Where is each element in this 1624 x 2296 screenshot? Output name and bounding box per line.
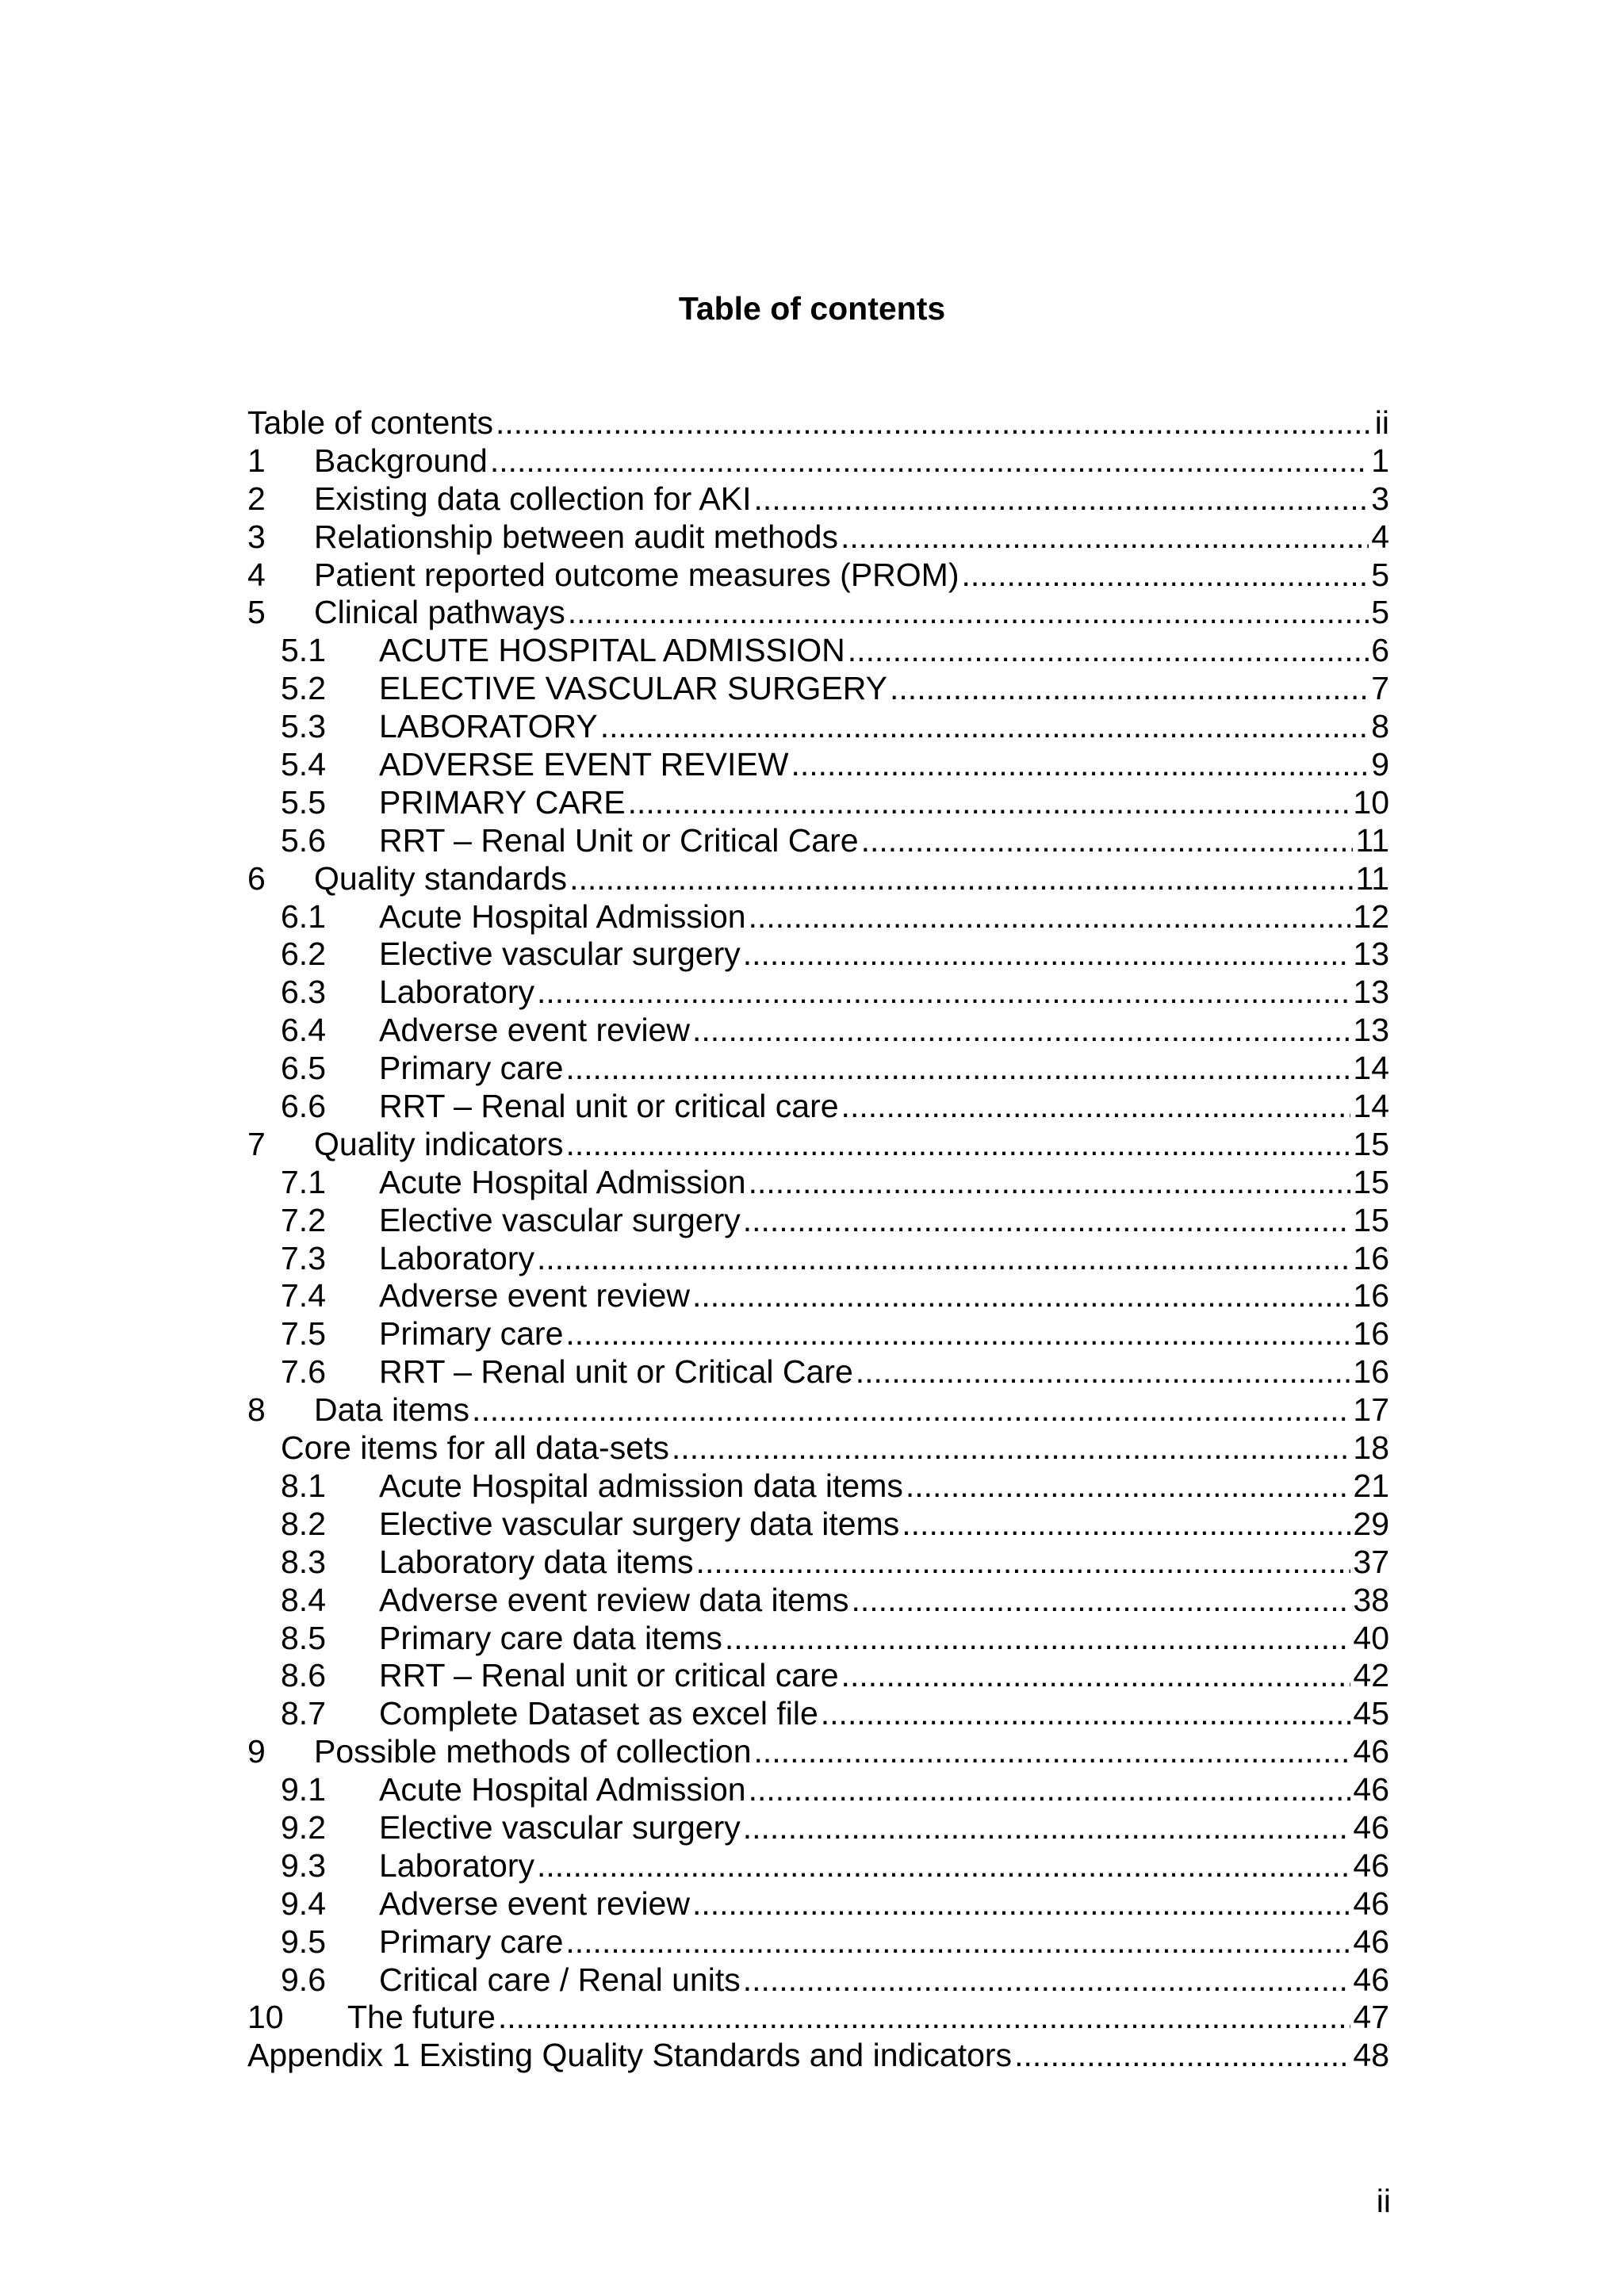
toc-entry-page: 29 <box>1353 1505 1389 1542</box>
toc-entry[interactable] <box>247 632 1389 670</box>
toc-entry-page: 45 <box>1353 1695 1389 1732</box>
toc-entry-number: 6.3 <box>281 974 326 1011</box>
toc-entry[interactable] <box>247 1733 1389 1771</box>
toc-entry[interactable] <box>247 936 1389 974</box>
toc-entry[interactable] <box>247 1695 1389 1733</box>
toc-entry-number: 8.1 <box>281 1467 326 1504</box>
toc-dot-leader <box>692 1885 1350 1923</box>
toc-entry[interactable] <box>247 898 1389 936</box>
toc-entry-page: 18 <box>1353 1429 1389 1467</box>
toc-entry-title: Laboratory <box>379 1239 535 1276</box>
toc-entry-title: Quality standards <box>314 859 568 897</box>
toc-entry-number: 5 <box>247 594 266 631</box>
toc-entry-title: Possible methods of collection <box>314 1733 752 1770</box>
toc-entry-number: 7.5 <box>281 1315 326 1353</box>
toc-entry-number: 5.2 <box>281 670 326 707</box>
toc-dot-leader <box>537 974 1350 1012</box>
toc-entry-number: 5.5 <box>281 783 326 821</box>
toc-entry[interactable] <box>247 822 1389 860</box>
toc-entry-number: 8.6 <box>281 1657 326 1694</box>
toc-dot-leader <box>498 1999 1351 2037</box>
toc-entry-title: Complete Dataset as excel file <box>379 1695 818 1732</box>
toc-entry[interactable] <box>247 1429 1389 1468</box>
toc-entry-page: 4 <box>1371 518 1389 555</box>
toc-entry-page: ii <box>1374 404 1389 441</box>
toc-entry-title: Laboratory <box>379 1846 535 1884</box>
toc-dot-leader <box>852 1582 1351 1620</box>
toc-entry-title: Background <box>314 442 488 479</box>
toc-entry-number: 9 <box>247 1733 266 1770</box>
toc-entry[interactable] <box>247 1468 1389 1506</box>
toc-entry-number: 9.2 <box>281 1808 326 1846</box>
toc-entry-page: 1 <box>1371 442 1389 479</box>
toc-entry-number: 4 <box>247 556 266 593</box>
toc-dot-leader <box>692 1277 1350 1315</box>
toc-entry[interactable] <box>247 594 1389 632</box>
toc-entry-title: Laboratory data items <box>379 1543 694 1580</box>
toc-entry-title: RRT – Renal unit or critical care <box>379 1657 839 1694</box>
toc-entry-number: 8.5 <box>281 1619 326 1656</box>
toc-entry[interactable] <box>247 784 1389 822</box>
toc-entry-title: RRT – Renal unit or critical care <box>379 1088 839 1125</box>
toc-dot-leader <box>821 1695 1351 1733</box>
toc-entry-number: 9.6 <box>281 1961 326 1998</box>
toc-entry-title: Table of contents <box>247 404 493 441</box>
toc-dot-leader <box>749 898 1351 936</box>
toc-entry-number: 9.4 <box>281 1885 326 1922</box>
toc-entry-number: 7.3 <box>281 1239 326 1276</box>
toc-entry-number: 5.6 <box>281 821 326 859</box>
toc-entry-page: 46 <box>1353 1771 1389 1808</box>
toc-entry-number: 9.1 <box>281 1771 326 1808</box>
toc-dot-leader <box>754 1733 1351 1771</box>
toc-entry-page: 40 <box>1353 1619 1389 1656</box>
toc-entry-title: Elective vascular surgery data items <box>379 1505 900 1542</box>
toc-dot-leader <box>537 1847 1350 1885</box>
toc-entry-title: Elective vascular surgery <box>379 1808 741 1846</box>
toc-entry-page: 13 <box>1353 1012 1389 1049</box>
toc-entry-number: 10 <box>247 1999 284 2036</box>
toc-entry-title: ADVERSE EVENT REVIEW <box>379 746 789 783</box>
toc-entry[interactable] <box>247 1088 1389 1126</box>
toc-entry-title: Primary care <box>379 1315 564 1353</box>
toc-dot-leader <box>743 1202 1351 1240</box>
toc-entry-number: 2 <box>247 480 266 517</box>
toc-dot-leader <box>472 1391 1350 1429</box>
toc-entry-title: Laboratory <box>379 974 535 1011</box>
toc-entry-title: Primary care <box>379 1923 564 1960</box>
toc-entry-page: 13 <box>1353 974 1389 1011</box>
toc-entry[interactable] <box>247 746 1389 784</box>
toc-entry-title: PRIMARY CARE <box>379 783 626 821</box>
toc-entry[interactable] <box>247 1961 1389 1999</box>
toc-entry[interactable] <box>247 670 1389 708</box>
toc-entry[interactable] <box>247 860 1389 898</box>
toc-entry-number: 8 <box>247 1391 266 1429</box>
toc-dot-leader <box>1014 2037 1350 2075</box>
toc-entry-page: 16 <box>1353 1277 1389 1314</box>
toc-entry-number: 7.4 <box>281 1277 326 1314</box>
toc-entry[interactable] <box>247 1923 1389 1961</box>
toc-entry-number: 6.5 <box>281 1050 326 1087</box>
toc-dot-leader <box>743 1809 1351 1847</box>
toc-entry-page: 11 <box>1355 859 1389 897</box>
toc-entry-number: 1 <box>247 442 266 479</box>
toc-entry[interactable] <box>247 1506 1389 1544</box>
toc-entry-number: 5.3 <box>281 708 326 745</box>
toc-entry-page: 13 <box>1353 936 1389 973</box>
toc-entry-title: Critical care / Renal units <box>379 1961 741 1998</box>
toc-entry-number: 6.1 <box>281 897 326 935</box>
toc-entry-page: 46 <box>1353 1846 1389 1884</box>
toc-entry[interactable] <box>247 1885 1389 1923</box>
toc-dot-leader <box>749 1164 1351 1202</box>
toc-entry-title: Elective vascular surgery <box>379 1201 741 1238</box>
toc-entry[interactable] <box>247 1999 1389 2037</box>
toc-dot-leader <box>890 670 1369 708</box>
toc-entry-page: 48 <box>1353 2037 1389 2074</box>
toc-entry-title: Clinical pathways <box>314 594 565 631</box>
toc-entry[interactable] <box>247 1164 1389 1202</box>
toc-entry[interactable] <box>247 1847 1389 1885</box>
toc-entry[interactable] <box>247 1126 1389 1164</box>
toc-entry-number: 6.2 <box>281 936 326 973</box>
toc-dot-leader <box>568 594 1369 632</box>
toc-entry-title: Acute Hospital Admission <box>379 1163 746 1200</box>
toc-entry-number: 7.6 <box>281 1353 326 1391</box>
toc-dot-leader <box>902 1506 1350 1544</box>
toc-entry-number: 5.1 <box>281 632 326 669</box>
toc-dot-leader <box>861 822 1354 860</box>
toc-entry-page: 46 <box>1353 1961 1389 1998</box>
toc-dot-leader <box>537 1240 1350 1278</box>
toc-entry-title: Adverse event review <box>379 1012 690 1049</box>
toc-entry-page: 15 <box>1353 1125 1389 1162</box>
toc-entry[interactable] <box>247 1277 1389 1315</box>
toc-dot-leader <box>496 404 1373 442</box>
toc-entry-page: 12 <box>1353 897 1389 935</box>
toc-entry-number: 9.3 <box>281 1846 326 1884</box>
toc-entry-title: RRT – Renal unit or Critical Care <box>379 1353 853 1391</box>
toc-entry-title: ELECTIVE VASCULAR SURGERY <box>379 670 888 707</box>
toc-dot-leader <box>841 1088 1351 1126</box>
toc-entry-number: 6.4 <box>281 1012 326 1049</box>
toc-dot-leader <box>906 1468 1351 1506</box>
toc-entry[interactable] <box>247 1771 1389 1809</box>
toc-entry-number: 5.4 <box>281 746 326 783</box>
toc-entry-title: LABORATORY <box>379 708 598 745</box>
toc-dot-leader <box>754 480 1369 519</box>
toc-dot-leader <box>696 1544 1351 1582</box>
toc-entry-number: 8.4 <box>281 1581 326 1618</box>
toc-entry-page: 15 <box>1353 1163 1389 1200</box>
toc-entry[interactable] <box>247 1240 1389 1278</box>
toc-entry-page: 46 <box>1353 1808 1389 1846</box>
toc-dot-leader <box>565 1315 1350 1353</box>
toc-entry[interactable] <box>247 708 1389 746</box>
toc-entry-title: Elective vascular surgery <box>379 936 741 973</box>
toc-entry[interactable] <box>247 2037 1389 2075</box>
toc-entry[interactable] <box>247 1353 1389 1391</box>
toc-entry-number: 9.5 <box>281 1923 326 1960</box>
toc-entry[interactable] <box>247 557 1389 595</box>
toc-entry-page: 3 <box>1371 480 1389 517</box>
footer-page-number: ii <box>1376 2183 1391 2219</box>
toc-entry[interactable] <box>247 974 1389 1012</box>
toc-entry-page: 17 <box>1353 1391 1389 1429</box>
toc-entry-page: 8 <box>1371 708 1389 745</box>
toc-entry-page: 15 <box>1353 1201 1389 1238</box>
toc-entry[interactable] <box>247 480 1389 519</box>
toc-entry-page: 10 <box>1353 783 1389 821</box>
toc-entry-title: Data items <box>314 1391 469 1429</box>
toc-entry[interactable] <box>247 1544 1389 1582</box>
toc-entry-page: 14 <box>1353 1050 1389 1087</box>
toc-dot-leader <box>749 1771 1351 1809</box>
toc-entry-number: 8.3 <box>281 1543 326 1580</box>
toc-entry-title: Adverse event review data items <box>379 1581 849 1618</box>
toc-entry-number: 3 <box>247 518 266 555</box>
toc-entry-page: 6 <box>1371 632 1389 669</box>
toc-dot-leader <box>672 1429 1350 1468</box>
toc-entry-title: Acute Hospital Admission <box>379 1771 746 1808</box>
toc-dot-leader <box>841 1657 1351 1695</box>
toc-entry-page: 16 <box>1353 1239 1389 1276</box>
toc-dot-leader <box>791 746 1369 784</box>
toc-entry-number: 7 <box>247 1125 266 1162</box>
toc-entry-page: 16 <box>1353 1353 1389 1391</box>
toc-dot-leader <box>692 1012 1350 1050</box>
page-title: Table of contents <box>678 290 946 327</box>
toc-dot-leader <box>490 442 1369 480</box>
toc-entry[interactable] <box>247 1315 1389 1353</box>
toc-dot-leader <box>565 1923 1350 1961</box>
toc-entry-page: 47 <box>1353 1999 1389 2036</box>
toc-entry[interactable] <box>247 1050 1389 1088</box>
toc-entry-page: 5 <box>1371 556 1389 593</box>
table-of-contents <box>247 404 1389 2075</box>
toc-entry-title: Primary care data items <box>379 1619 722 1656</box>
toc-dot-leader <box>725 1620 1350 1658</box>
toc-entry-page: 46 <box>1353 1733 1389 1770</box>
toc-entry-title: Adverse event review <box>379 1885 690 1922</box>
toc-dot-leader <box>848 632 1369 670</box>
toc-entry[interactable] <box>247 1391 1389 1429</box>
toc-dot-leader <box>743 936 1351 974</box>
toc-dot-leader <box>962 557 1369 595</box>
toc-entry[interactable] <box>247 442 1389 480</box>
toc-entry-page: 46 <box>1353 1885 1389 1922</box>
toc-entry-title: Adverse event review <box>379 1277 690 1314</box>
toc-entry-page: 37 <box>1353 1543 1389 1580</box>
toc-dot-leader <box>628 784 1351 822</box>
toc-entry[interactable] <box>247 404 1389 442</box>
toc-entry[interactable] <box>247 1582 1389 1620</box>
toc-entry-number: 8.7 <box>281 1695 326 1732</box>
toc-entry-number: 6.6 <box>281 1088 326 1125</box>
toc-entry[interactable] <box>247 519 1389 557</box>
toc-entry-title: ACUTE HOSPITAL ADMISSION <box>379 632 845 669</box>
toc-entry-title: Acute Hospital Admission <box>379 897 746 935</box>
toc-dot-leader <box>565 1050 1350 1088</box>
toc-dot-leader <box>743 1961 1351 1999</box>
toc-entry-title: Patient reported outcome measures (PROM) <box>314 556 959 593</box>
toc-entry-title: Appendix 1 Existing Quality Standards and indicators <box>247 2037 1013 2074</box>
toc-dot-leader <box>565 1126 1350 1164</box>
toc-dot-leader <box>569 860 1353 898</box>
toc-entry-number: 7.1 <box>281 1163 326 1200</box>
toc-entry[interactable] <box>247 1620 1389 1658</box>
toc-entry-number: 8.2 <box>281 1505 326 1542</box>
toc-dot-leader <box>841 519 1369 557</box>
toc-dot-leader <box>600 708 1369 746</box>
toc-entry-title: Core items for all data-sets <box>281 1429 669 1467</box>
toc-dot-leader <box>856 1353 1351 1391</box>
toc-entry[interactable] <box>247 1012 1389 1050</box>
toc-entry-title: RRT – Renal Unit or Critical Care <box>379 821 859 859</box>
toc-entry[interactable] <box>247 1657 1389 1695</box>
toc-entry-page: 21 <box>1353 1467 1389 1504</box>
toc-entry-title: Relationship between audit methods <box>314 518 838 555</box>
toc-entry-page: 46 <box>1353 1923 1389 1960</box>
toc-entry-number: 6 <box>247 859 266 897</box>
toc-entry[interactable] <box>247 1202 1389 1240</box>
toc-entry-page: 9 <box>1371 746 1389 783</box>
toc-entry-page: 14 <box>1353 1088 1389 1125</box>
toc-entry-page: 5 <box>1371 594 1389 631</box>
toc-entry-title: Primary care <box>379 1050 564 1087</box>
toc-entry-page: 16 <box>1353 1315 1389 1353</box>
toc-entry-number: 7.2 <box>281 1201 326 1238</box>
toc-entry-page: 42 <box>1353 1657 1389 1694</box>
toc-entry-title: Quality indicators <box>314 1125 564 1162</box>
toc-entry-title: Existing data collection for AKI <box>314 480 752 517</box>
toc-entry-title: Acute Hospital admission data items <box>379 1467 903 1504</box>
toc-entry-page: 7 <box>1371 670 1389 707</box>
toc-entry-page: 38 <box>1353 1581 1389 1618</box>
toc-entry-page: 11 <box>1355 821 1389 859</box>
toc-entry-title: The future <box>347 1999 496 2036</box>
toc-entry[interactable] <box>247 1809 1389 1847</box>
